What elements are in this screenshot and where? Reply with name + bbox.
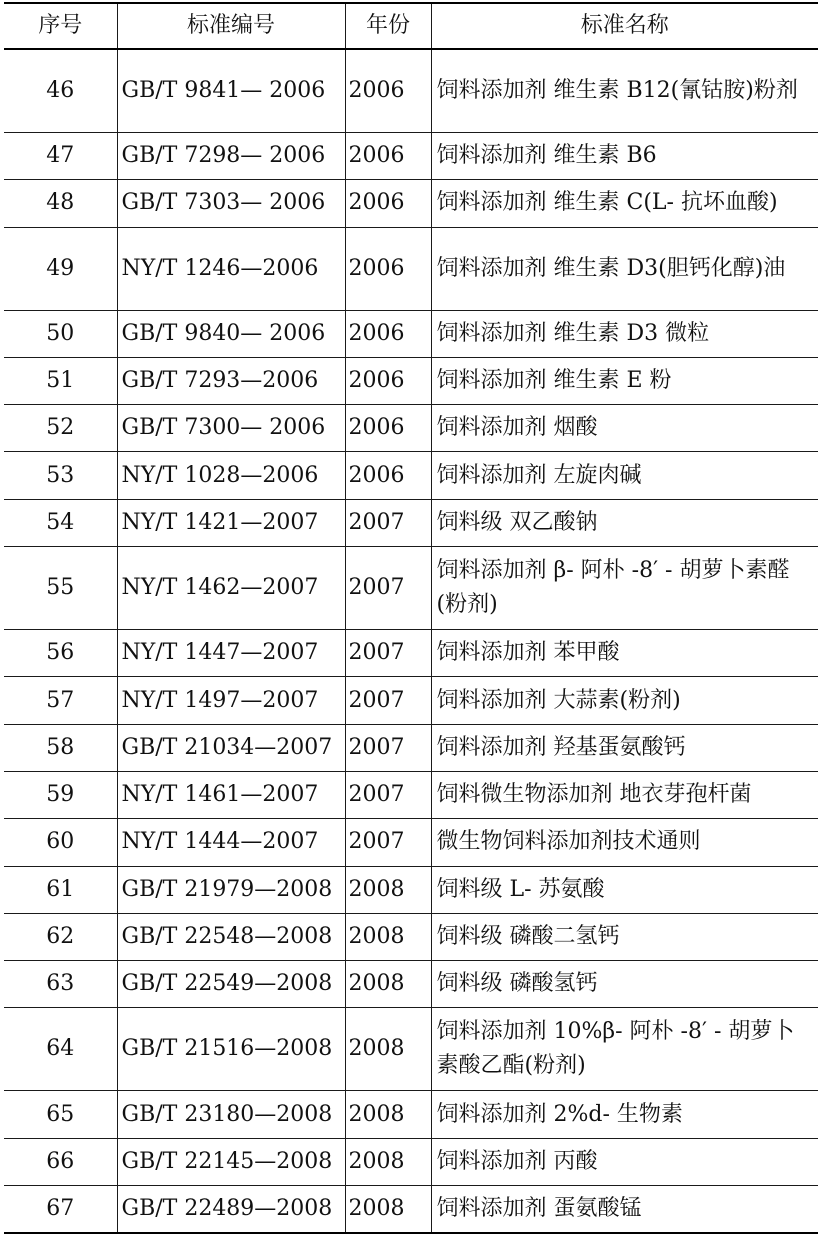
standard-name: 饲料添加剂 2%d- 生物素 [431, 1091, 818, 1138]
serial-number: 65 [4, 1091, 117, 1138]
serial-number: 55 [4, 547, 117, 630]
serial-number: 64 [4, 1008, 117, 1091]
standard-name: 饲料添加剂 维生素 D3 微粒 [431, 310, 818, 357]
serial-number: 63 [4, 961, 117, 1008]
year: 2007 [345, 499, 431, 546]
standard-code: GB/T 21034—2007 [117, 724, 345, 771]
year: 2008 [345, 866, 431, 913]
table-row [4, 630, 818, 677]
serial-number: 58 [4, 724, 117, 771]
table-row [4, 452, 818, 499]
serial-number: 59 [4, 771, 117, 818]
table-row [4, 724, 818, 771]
serial-number: 46 [4, 49, 117, 133]
table-row [4, 1186, 818, 1234]
table-row [4, 771, 818, 818]
standard-code: NY/T 1421—2007 [117, 499, 345, 546]
standard-code: GB/T 22548—2008 [117, 913, 345, 960]
standard-name: 饲料添加剂 左旋肉碱 [431, 452, 818, 499]
standard-code: GB/T 9841— 2006 [117, 49, 345, 133]
standard-name: 饲料添加剂 维生素 D3(胆钙化醇)油 [431, 227, 818, 310]
table-row [4, 866, 818, 913]
standard-code: GB/T 23180—2008 [117, 1091, 345, 1138]
standard-name: 饲料添加剂 大蒜素(粉剂) [431, 677, 818, 724]
standard-name: 饲料级 磷酸氢钙 [431, 961, 818, 1008]
standard-code: GB/T 22145—2008 [117, 1138, 345, 1185]
standard-name: 饲料添加剂 维生素 B12(氰钴胺)粉剂 [431, 49, 818, 133]
year: 2008 [345, 1008, 431, 1091]
header-year: 年份 [345, 3, 431, 49]
serial-number: 50 [4, 310, 117, 357]
standard-code: NY/T 1462—2007 [117, 547, 345, 630]
standards-table [4, 2, 818, 1234]
table-row [4, 1008, 818, 1091]
serial-number: 67 [4, 1186, 117, 1234]
year: 2008 [345, 913, 431, 960]
table-row [4, 819, 818, 866]
standard-code: GB/T 7303— 2006 [117, 180, 345, 227]
table-row [4, 405, 818, 452]
serial-number: 52 [4, 405, 117, 452]
table-row [4, 227, 818, 310]
standard-code: NY/T 1246—2006 [117, 227, 345, 310]
standard-code: NY/T 1461—2007 [117, 771, 345, 818]
standard-code: NY/T 1447—2007 [117, 630, 345, 677]
standard-code: GB/T 7300— 2006 [117, 405, 345, 452]
table-header-row [4, 3, 818, 49]
year: 2007 [345, 819, 431, 866]
header-standard-name: 标准名称 [431, 3, 818, 49]
year: 2006 [345, 405, 431, 452]
standard-name: 饲料添加剂 β- 阿朴 -8′ - 胡萝卜素醛(粉剂) [431, 547, 818, 630]
year: 2007 [345, 547, 431, 630]
standard-code: NY/T 1028—2006 [117, 452, 345, 499]
standard-name: 饲料添加剂 苯甲酸 [431, 630, 818, 677]
standard-code: GB/T 7293—2006 [117, 357, 345, 404]
table-row [4, 49, 818, 133]
standard-code: GB/T 21979—2008 [117, 866, 345, 913]
table-row [4, 547, 818, 630]
year: 2008 [345, 961, 431, 1008]
standard-name: 饲料添加剂 烟酸 [431, 405, 818, 452]
table-row [4, 499, 818, 546]
standard-name: 饲料级 L- 苏氨酸 [431, 866, 818, 913]
year: 2007 [345, 630, 431, 677]
year: 2006 [345, 133, 431, 180]
serial-number: 49 [4, 227, 117, 310]
table-row [4, 133, 818, 180]
year: 2008 [345, 1091, 431, 1138]
serial-number: 47 [4, 133, 117, 180]
year: 2007 [345, 771, 431, 818]
standard-code: GB/T 9840— 2006 [117, 310, 345, 357]
table-row [4, 1091, 818, 1138]
standard-name: 饲料添加剂 维生素 B6 [431, 133, 818, 180]
table-row [4, 913, 818, 960]
standard-name: 饲料添加剂 10%β- 阿朴 -8′ - 胡萝卜素酸乙酯(粉剂) [431, 1008, 818, 1091]
serial-number: 62 [4, 913, 117, 960]
table-row [4, 677, 818, 724]
year: 2006 [345, 452, 431, 499]
serial-number: 56 [4, 630, 117, 677]
table-row [4, 357, 818, 404]
standard-code: GB/T 22549—2008 [117, 961, 345, 1008]
year: 2007 [345, 677, 431, 724]
year: 2006 [345, 49, 431, 133]
standard-name: 微生物饲料添加剂技术通则 [431, 819, 818, 866]
year: 2008 [345, 1138, 431, 1185]
standard-name: 饲料添加剂 维生素 E 粉 [431, 357, 818, 404]
year: 2006 [345, 180, 431, 227]
standard-name: 饲料添加剂 羟基蛋氨酸钙 [431, 724, 818, 771]
table-row [4, 961, 818, 1008]
serial-number: 51 [4, 357, 117, 404]
serial-number: 66 [4, 1138, 117, 1185]
year: 2007 [345, 724, 431, 771]
year: 2008 [345, 1186, 431, 1234]
header-serial-number: 序号 [4, 3, 117, 49]
serial-number: 53 [4, 452, 117, 499]
standard-name: 饲料微生物添加剂 地衣芽孢杆菌 [431, 771, 818, 818]
standard-name: 饲料级 双乙酸钠 [431, 499, 818, 546]
standard-name: 饲料添加剂 丙酸 [431, 1138, 818, 1185]
standard-name: 饲料级 磷酸二氢钙 [431, 913, 818, 960]
standard-code: GB/T 7298— 2006 [117, 133, 345, 180]
standard-code: GB/T 22489—2008 [117, 1186, 345, 1234]
standard-name: 饲料添加剂 维生素 C(L- 抗坏血酸) [431, 180, 818, 227]
serial-number: 57 [4, 677, 117, 724]
year: 2006 [345, 310, 431, 357]
serial-number: 61 [4, 866, 117, 913]
serial-number: 60 [4, 819, 117, 866]
standard-code: NY/T 1444—2007 [117, 819, 345, 866]
year: 2006 [345, 227, 431, 310]
table-row [4, 180, 818, 227]
header-standard-code: 标准编号 [117, 3, 345, 49]
standard-code: NY/T 1497—2007 [117, 677, 345, 724]
serial-number: 54 [4, 499, 117, 546]
standard-code: GB/T 21516—2008 [117, 1008, 345, 1091]
table-row [4, 310, 818, 357]
table-row [4, 1138, 818, 1185]
standard-name: 饲料添加剂 蛋氨酸锰 [431, 1186, 818, 1234]
serial-number: 48 [4, 180, 117, 227]
year: 2006 [345, 357, 431, 404]
